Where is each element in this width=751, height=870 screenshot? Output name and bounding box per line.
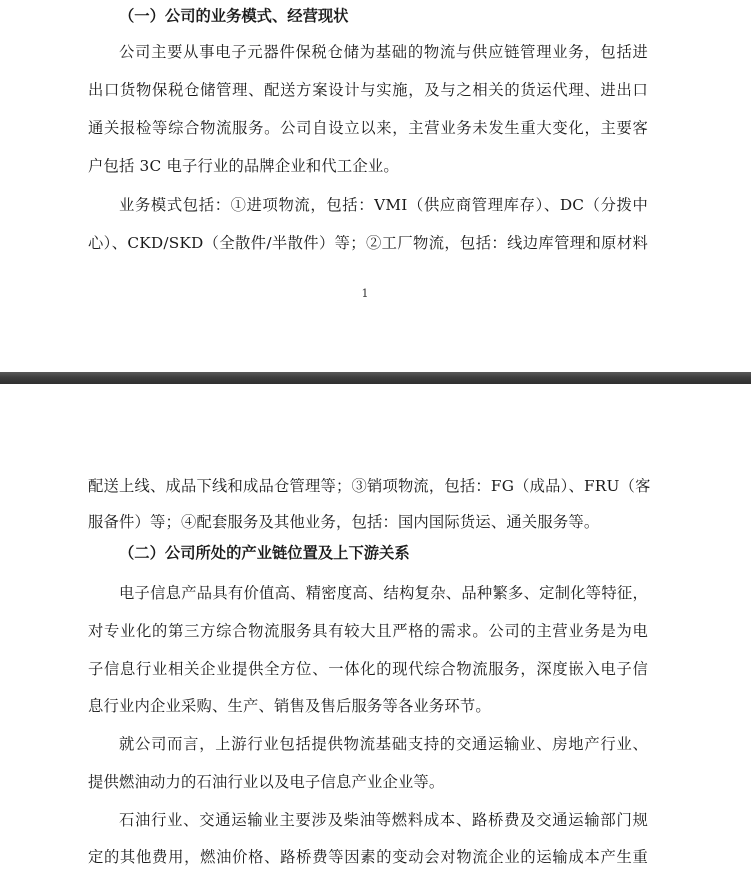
page-separator [0, 372, 751, 384]
page-number: 1 [361, 287, 369, 300]
paragraph-line: 对专业化的第三方综合物流服务具有较大且严格的需求。公司的主营业务是为电 [88, 622, 648, 640]
paragraph-line: 电子信息产品具有价值高、精密度高、结构复杂、品种繁多、定制化等特征， [119, 584, 648, 602]
paragraph-line: 通关报检等综合物流服务。公司自设立以来，主营业务未发生重大变化，主要客 [88, 119, 648, 137]
paragraph-line: 提供燃油动力的石油行业以及电子信息产业企业等。 [88, 773, 445, 791]
paragraph-line: 息行业内企业采购、生产、销售及售后服务等各业务环节。 [88, 697, 491, 715]
section-heading-business-model: （一）公司的业务模式、经营现状 [119, 7, 349, 25]
paragraph-line: 定的其他费用，燃油价格、路桥费等因素的变动会对物流企业的运输成本产生重 [88, 848, 648, 866]
paragraph-line: 户包括 3C 电子行业的品牌企业和代工企业。 [88, 157, 399, 175]
section-heading-industry-chain: （二）公司所处的产业链位置及上下游关系 [119, 544, 410, 562]
document-page-2 [0, 384, 751, 870]
paragraph-line: 业务模式包括：①进项物流，包括：VMI（供应商管理库存）、DC（分拨中 [119, 196, 648, 214]
document-page-1 [0, 0, 751, 372]
paragraph-line: 心）、CKD/SKD（全散件/半散件）等；②工厂物流，包括：线边库管理和原材料 [88, 234, 648, 252]
paragraph-line: 公司主要从事电子元器件保税仓储为基础的物流与供应链管理业务，包括进 [119, 43, 648, 61]
paragraph-line: 石油行业、交通运输业主要涉及柴油等燃料成本、路桥费及交通运输部门规 [119, 811, 648, 829]
paragraph-line: 子信息行业相关企业提供全方位、一体化的现代综合物流服务，深度嵌入电子信 [88, 660, 648, 678]
paragraph-line: 服备件）等；④配套服务及其他业务，包括：国内国际货运、通关服务等。 [88, 513, 600, 531]
paragraph-line: 出口货物保税仓储管理、配送方案设计与实施，及与之相关的货运代理、进出口 [88, 81, 648, 99]
paragraph-line: 就公司而言，上游行业包括提供物流基础支持的交通运输业、房地产行业、 [119, 735, 648, 753]
paragraph-line: 配送上线、成品下线和成品仓管理等；③销项物流，包括：FG（成品）、FRU（客 [88, 477, 651, 495]
